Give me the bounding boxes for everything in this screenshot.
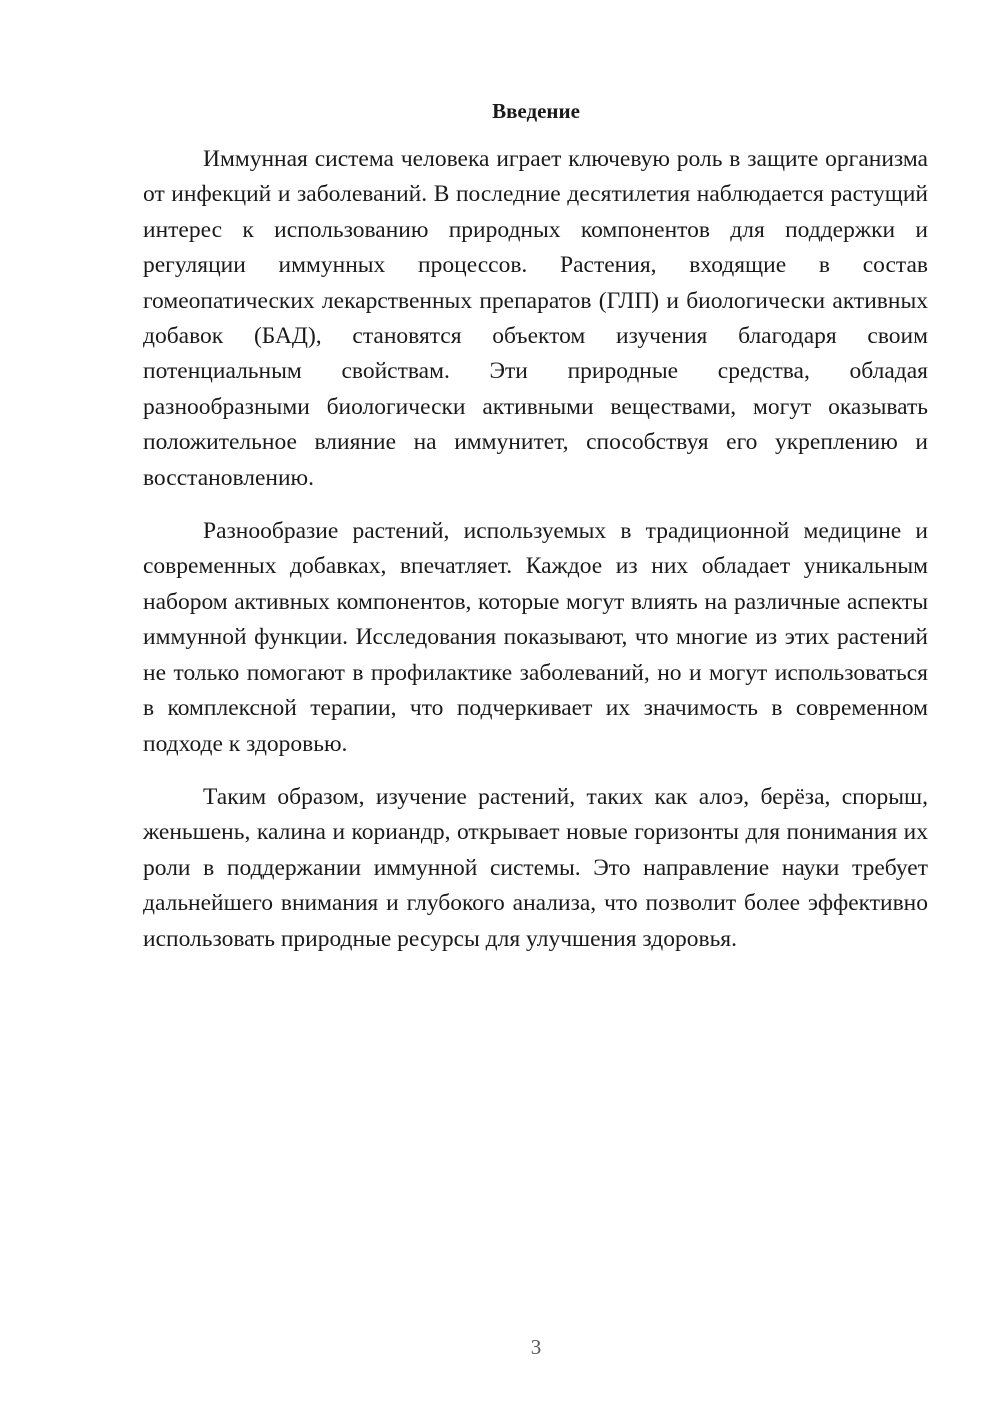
page-title: Введение	[492, 99, 580, 123]
document-body	[143, 142, 928, 957]
page-number: 3	[530, 1335, 542, 1359]
paragraph-3: Таким образом, изучение растений, таких как алоэ, берёза, спорыш, женьшень, калина и кориандр, открывает новые горизонты для понимания их роли в поддержании иммунной системы. Это направление науки требует дальнейшего внимания и глубокого анализа, что позволит более эффективно использовать природные ресурсы для улучшения здоровья.	[143, 783, 928, 952]
paragraph-2: Разнообразие растений, используемых в традиционной медицине и современных добавках, впечатляет. Каждое из них обладает уникальным набором активных компонентов, которые могут влиять на различные аспекты иммунной функции. Исследования показывают, что многие из этих растений не только помогают в профилактике заболеваний, но и могут использоваться в комплексной терапии, что подчеркивает их значимость в современном подходе к здоровью.	[143, 518, 928, 757]
paragraph-1: Иммунная система человека играет ключевую роль в защите организма от инфекций и заболеваний. В последние десятилетия наблюдается растущий интерес к использованию природных компонентов для поддержки и регуляции иммунных процессов. Растения, входящие в состав гомеопатических лекарственных препаратов (ГЛП) и биологически активных добавок (БАД), становятся объектом изучения благодаря своим потенциальным свойствам. Эти природные средства, обладая разнообразными биологически активными веществами, могут оказывать положительное влияние на иммунитет, способствуя его укреплению и восстановлению.	[143, 146, 928, 491]
